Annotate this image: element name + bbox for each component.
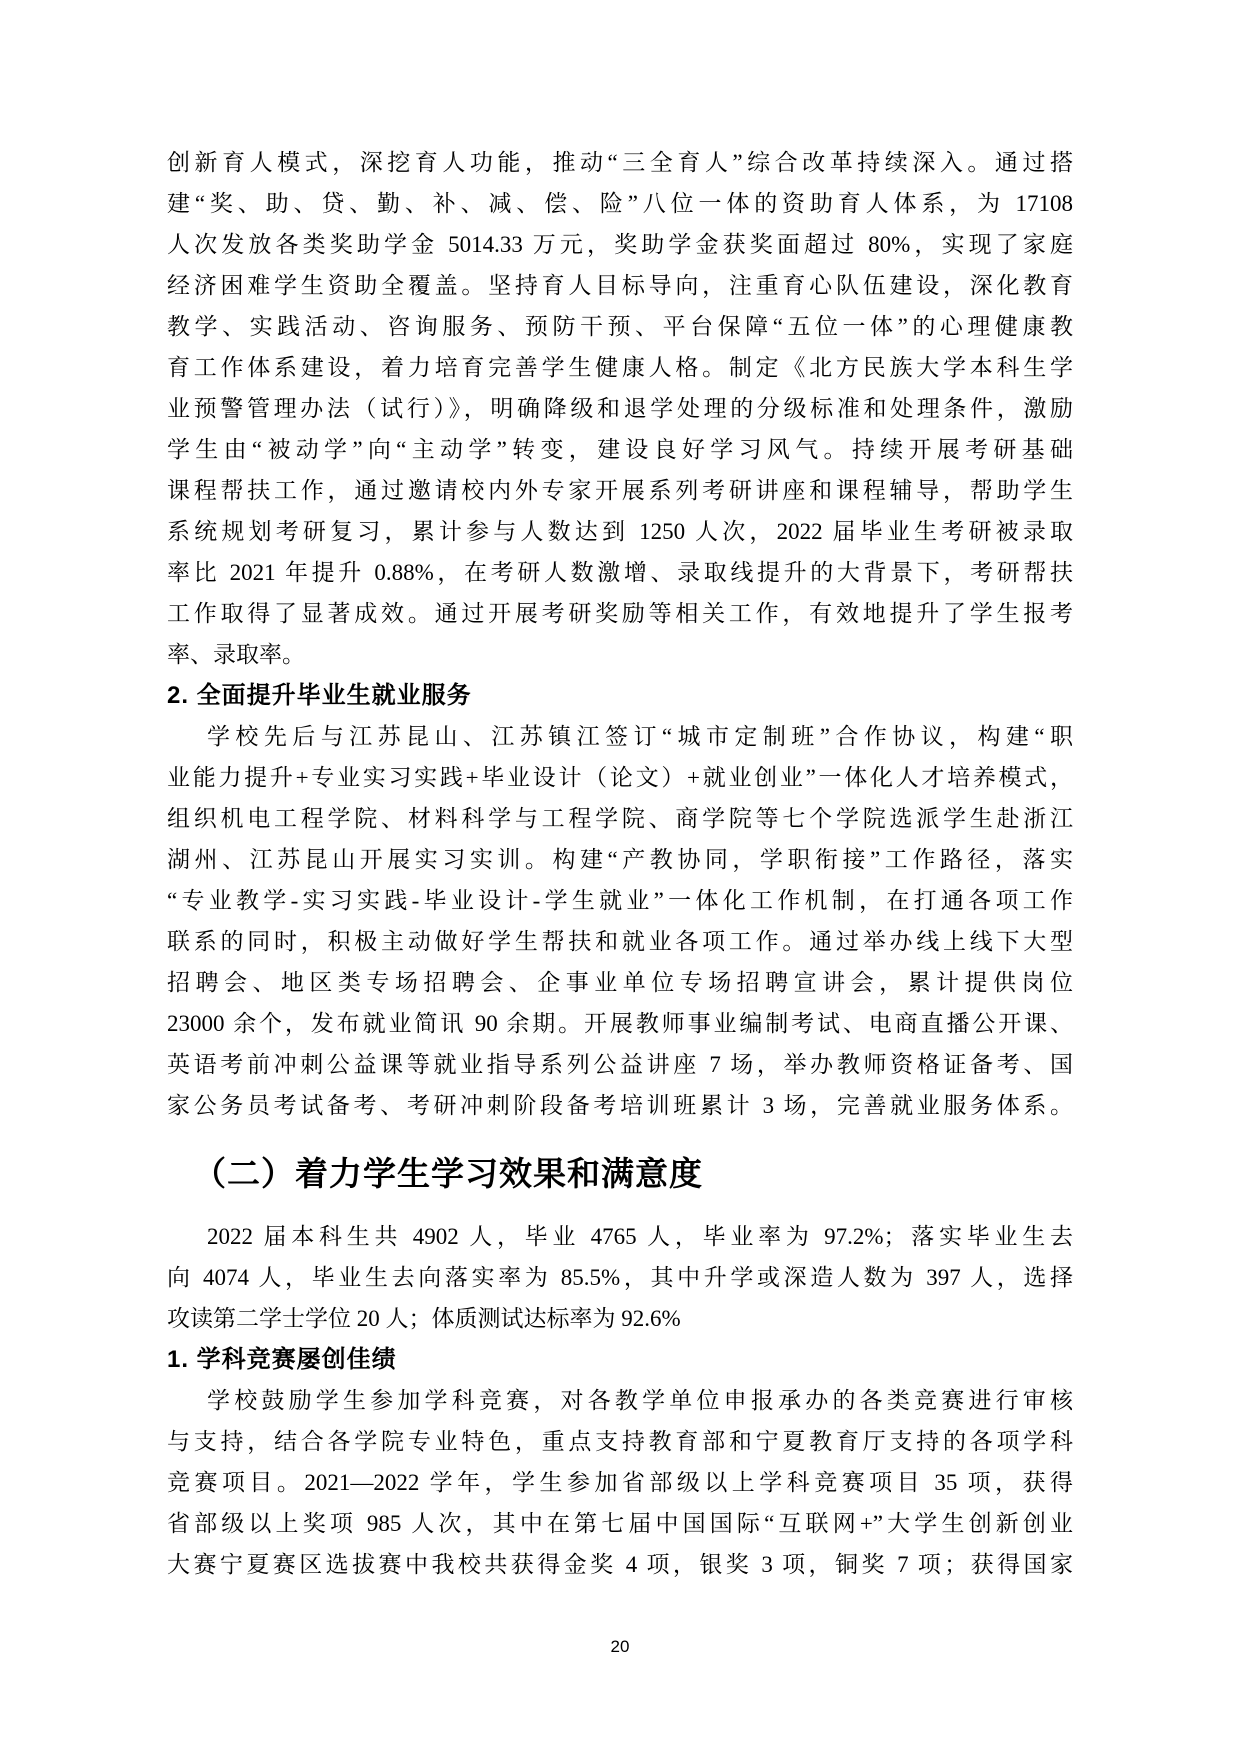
text-line: 学生由“被动学”向“主动学”转变，建设良好学习风气。持续开展考研基础 <box>167 437 1073 462</box>
text-line: “专业教学-实习实践-毕业设计-学生就业”一体化工作机制，在打通各项工作 <box>167 888 1073 913</box>
text-line: 联系的同时，积极主动做好学生帮扶和就业各项工作。通过举办线上线下大型 <box>167 929 1073 954</box>
text-line: 家公务员考试备考、考研冲刺阶段备考培训班累计 3 场，完善就业服务体系。 <box>167 1093 1073 1118</box>
heading-subject-competition: 1. 学科竞赛屡创佳绩 <box>167 1346 397 1373</box>
text-line: 学校鼓励学生参加学科竞赛，对各教学单位申报承办的各类竞赛进行审核 <box>207 1388 1073 1413</box>
text-line: 率比 2021 年提升 0.88%，在考研人数激增、录取线提升的大背景下，考研帮扶 <box>167 560 1073 585</box>
text-line: 人次发放各类奖助学金 5014.33 万元，奖助学金获奖面超过 80%，实现了家庭 <box>167 232 1073 257</box>
text-line: 攻读第二学士学位 20 人；体质测试达标率为 92.6% <box>167 1306 681 1331</box>
text-line: 教学、实践活动、咨询服务、预防干预、平台保障“五位一体”的心理健康教 <box>167 314 1073 339</box>
text-line: 育工作体系建设，着力培育完善学生健康人格。制定《北方民族大学本科生学 <box>167 355 1073 380</box>
paragraph-subject-competition <box>167 1380 1073 1585</box>
text-line: 建“奖、助、贷、勤、补、减、偿、险”八位一体的资助育人体系，为 17108 <box>167 191 1073 216</box>
text-line: 23000 余个，发布就业简讯 90 余期。开展教师事业编制考试、电商直播公开课、 <box>167 1011 1073 1036</box>
text-line: 课程帮扶工作，通过邀请校内外专家开展系列考研讲座和课程辅导，帮助学生 <box>167 478 1073 503</box>
text-line: 大赛宁夏赛区选拔赛中我校共获得金奖 4 项，银奖 3 项，铜奖 7 项；获得国家 <box>167 1552 1073 1577</box>
text-line: 省部级以上奖项 985 人次，其中在第七届中国国际“互联网+”大学生创新创业 <box>167 1511 1073 1536</box>
heading-section-2-learning-outcomes: （二）着力学生学习效果和满意度 <box>193 1155 703 1192</box>
body-text <box>167 142 1073 1585</box>
text-line: 招聘会、地区类专场招聘会、企事业单位专场招聘宣讲会，累计提供岗位 <box>167 970 1073 995</box>
text-line: 业能力提升+专业实习实践+毕业设计（论文）+就业创业”一体化人才培养模式， <box>167 765 1073 790</box>
text-line: 英语考前冲刺公益课等就业指导系列公益讲座 7 场，举办教师资格证备考、国 <box>167 1052 1073 1077</box>
heading-graduate-employment-service: 2. 全面提升毕业生就业服务 <box>167 682 472 709</box>
page-number: 20 <box>610 1637 630 1656</box>
text-line: 率、录取率。 <box>167 642 305 667</box>
text-line: 2022 届本科生共 4902 人，毕业 4765 人，毕业率为 97.2%；落实毕业生去 <box>207 1224 1073 1249</box>
paragraph-employment-service <box>167 716 1073 1126</box>
text-line: 工作取得了显著成效。通过开展考研奖励等相关工作，有效地提升了学生报考 <box>167 601 1073 626</box>
text-line: 竞赛项目。2021—2022 学年，学生参加省部级以上学科竞赛项目 35 项，获得 <box>167 1470 1073 1495</box>
paragraph-moral-education-continuation <box>167 142 1073 675</box>
text-line: 业预警管理办法（试行）》，明确降级和退学处理的分级标准和处理条件，激励 <box>167 396 1073 421</box>
text-line: 经济困难学生资助全覆盖。坚持育人目标导向，注重育心队伍建设，深化教育 <box>167 273 1073 298</box>
paragraph-graduate-statistics <box>167 1216 1073 1339</box>
text-line: 系统规划考研复习，累计参与人数达到 1250 人次，2022 届毕业生考研被录取 <box>167 519 1073 544</box>
text-line: 学校先后与江苏昆山、江苏镇江签订“城市定制班”合作协议，构建“职 <box>207 724 1073 749</box>
text-line: 湖州、江苏昆山开展实习实训。构建“产教协同，学职衔接”工作路径，落实 <box>167 847 1073 872</box>
text-line: 组织机电工程学院、材料科学与工程学院、商学院等七个学院选派学生赴浙江 <box>167 806 1073 831</box>
text-line: 与支持，结合各学院专业特色，重点支持教育部和宁夏教育厅支持的各项学科 <box>167 1429 1073 1454</box>
text-line: 向 4074 人，毕业生去向落实率为 85.5%，其中升学或深造人数为 397 人，选择 <box>167 1265 1073 1290</box>
text-line: 创新育人模式，深挖育人功能，推动“三全育人”综合改革持续深入。通过搭 <box>167 150 1073 175</box>
